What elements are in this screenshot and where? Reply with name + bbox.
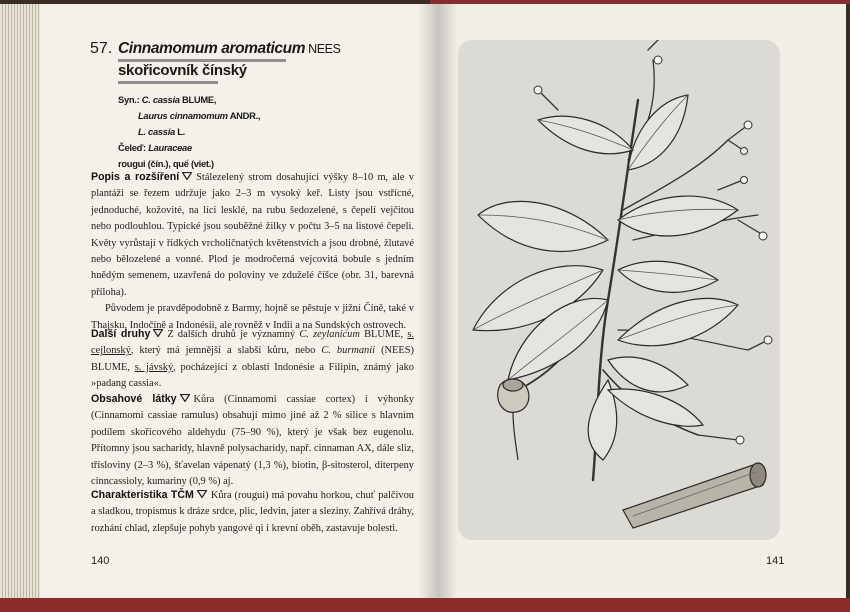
arrow-icon [197,490,207,498]
latin-name-text: Cinnamomum aromaticum [118,40,306,57]
section-title: Další druhy [91,328,151,340]
section-text: Stálezelený strom dosahující výšky 8–10 m, ale v plantáži se řezem udržuje jako 2–3 m vysoký keř. Listy jsou vstřícné, jednoduché, kožovité, na líci lesklé, na rubu šedozelené, s čepelí vejčitou nebo podlouhlou. Typické jsou souběžné žilky v počtu 3–5 na listové čepeli. Květy vyrůstají v řídkých vrcholičnatých květenstvích a jsou drobné, žlutavé nebo bělozelené a vonné. Plod je modročerná vejcovitá bobule s jedním hnědým semenem, uzavřená do poloviny ve zduželé číšce (obr. 31, barevná příloha). [91,172,414,298]
syn-author: L. [177,126,185,137]
synonyms-block [118,92,260,172]
family-value: Lauraceae [148,142,192,153]
cover-edge-top [430,0,850,4]
synonym-line [118,124,260,140]
cinnamon-branch-drawing [458,40,780,540]
section-latky [91,391,414,490]
syn-value: Laurus cinnamomum [138,110,228,121]
section-text: Kůra (Cinnamomi cassiae cortex) i výhonky (Cinnamomi cassiae ramulus) obsahují mimo jiné až 2 % silice s hlavním podílem skořicového aldehydu (75–90 %), který je však bez eugenolu. Přítomny jsou sacharidy, hlavně polysacharidy, např. cinnaman AX, dále sliz, třísloviny (2–3 %), šťavelan vápenatý (1,3 %), biotin, β-sitosterol, diterpeny cinncassioly, kumariny (0,9 %) aj. [91,394,414,488]
syn-label: Syn.: [118,94,140,105]
cover-edge-bottom [0,598,850,612]
species-name: C. burmanii [321,345,376,357]
arrow-icon [153,329,163,337]
section-title: Charakteristika TČM [91,489,194,501]
text-run: , pocházející z oblasti Indonésie a Filipín, známý jako »padang cassia«. [91,361,414,390]
family-label: Čeleď: [118,142,146,153]
syn-author: BLUME, [182,94,217,105]
section-text: Kůra (rougui) má povahu horkou, chuť palčivou a sladkou, tropismus k dráze srdce, plic, ledvin, jater a sleziny. Zahřívá dráhy, rozhání chlad, zlepšuje pohyb yangové qi i krevní oběh, zastavuje bolesti. [91,490,414,534]
section-title: Obsahové látky [91,393,177,405]
czech-name: skořicovník čínský [118,62,247,79]
section-tcm [91,487,414,537]
arrow-icon [182,172,192,180]
section-title: Popis a rozšíření [91,171,180,183]
text-run: BLUME, [359,329,408,340]
section-text-2: Původem je pravděpodobně z Barmy, hojně se pěstuje v jižní Číně, také v Thajsku, Indočíně a Indonésii, ale rovněž v Indii a na Sundských ostrovech. [91,303,414,331]
species-czech-name: s. cejlonský [91,329,414,357]
text-run: (NEES) BLUME, [91,345,414,373]
entry-number: 57. [90,40,113,57]
family-line [118,140,260,156]
syn-value: C. cassia [141,94,180,105]
vernacular-names: rougui (čín.), quế (viet.) [118,158,214,169]
page-number-left: 140 [91,555,110,567]
section-druhy [91,326,414,393]
synonym-line [118,92,260,108]
botanical-illustration [458,40,780,540]
latin-name [118,40,341,58]
synonym-line [118,108,260,124]
page-number-right: 141 [766,555,785,567]
syn-author: ANDR., [229,110,261,121]
subtitle-underline [118,81,218,84]
text-run: , který má jemnější a slabší kůru, nebo [130,345,322,357]
section-popis [91,169,414,334]
book-gutter [418,4,458,604]
species-czech-name: s. jávský [134,361,174,373]
syn-value: L. cassia [138,126,175,137]
arrow-icon [180,394,190,402]
text-run: Z dalších druhů je významný [167,329,300,340]
latin-author: NEES [308,42,341,56]
species-name: C. zeylanicum [299,329,360,340]
page-edges [0,4,40,604]
